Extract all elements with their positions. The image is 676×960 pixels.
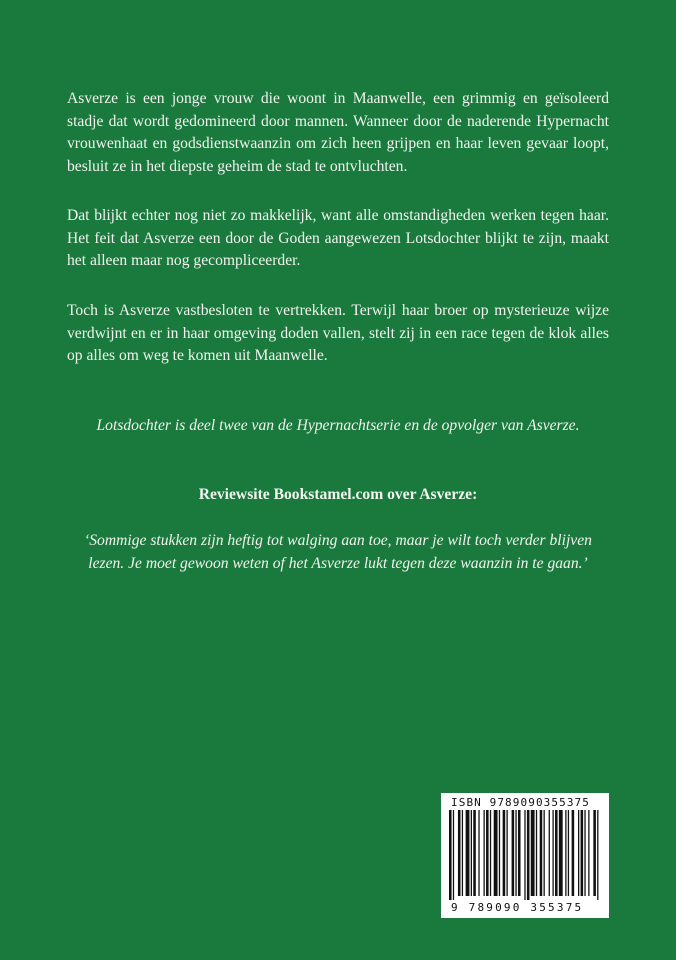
- barcode-bar: [578, 810, 579, 896]
- barcode-bar: [518, 810, 521, 896]
- isbn-barcode: [441, 793, 609, 918]
- series-note: Lotsdochter is deel twee van de Hypernachtserie en de opvolger van Asverze.: [96, 417, 580, 434]
- barcode-bar: [593, 810, 596, 896]
- barcode-bar: [473, 810, 476, 896]
- barcode-bar: [536, 810, 537, 896]
- blurb-paragraph-3: Toch is Asverze vastbesloten te vertrekken. Terwijl haar broer op mysterieuze wijze verdwijnt en er in haar omgeving doden vallen, stelt zij in een race tegen de klok alles op alles om weg te komen uit Maanwelle.: [67, 302, 609, 364]
- barcode-bar: [486, 810, 489, 896]
- blurb-paragraph-2: Dat blijkt echter nog niet zo makkelijk, want alle omstandigheden werken tegen haar. Het feit dat Asverze een door de Goden aangewezen Lotsdochter blijkt te zijn, maakt het alleen maar nog gecompliceerder.: [67, 207, 609, 269]
- barcode-bar: [524, 810, 525, 900]
- barcode-bar: [499, 810, 500, 896]
- barcode-bar: [466, 810, 470, 896]
- barcode-bar: [581, 810, 584, 896]
- barcode-bar: [597, 810, 598, 900]
- barcode-bar: [531, 810, 535, 896]
- barcode-bar: [494, 810, 498, 896]
- review-quote: ‘Sommige stukken zijn heftig tot walging aan toe, maar je wilt toch verder blijven lezen. Je moet gewoon weten of het Asverze lukt tegen deze waanzin in te gaan.’: [84, 532, 592, 572]
- barcode-bar: [540, 810, 543, 896]
- barcode-bar: [478, 810, 479, 896]
- isbn-label: ISBN 9789090355375: [451, 796, 591, 809]
- blurb-paragraph-1: Asverze is een jonge vrouw die woont in Maanwelle, een grimmig en geïsoleerd stadje dat wordt gedomineerd door mannen. Wanneer door de naderende Hypernacht vrouwenhaat en godsdienstwaanzin om zich heen grijpen en haar leven gevaar loopt, besluit ze in het diepste geheim de stad te ontvluchten.: [67, 90, 609, 175]
- barcode-bar: [506, 810, 507, 896]
- barcode-bar: [458, 810, 461, 896]
- barcode-bar: [503, 810, 506, 896]
- barcode-bar: [588, 810, 589, 896]
- barcode-bar: [549, 810, 550, 896]
- barcode-bar: [552, 810, 553, 896]
- barcode-bar: [483, 810, 484, 896]
- barcode-bar: [490, 810, 491, 896]
- barcode-bar: [449, 810, 452, 900]
- barcode-bar: [572, 810, 575, 896]
- barcode-bar: [559, 810, 563, 896]
- barcode-bar: [544, 810, 545, 896]
- barcode-bar: [565, 810, 566, 896]
- barcode-bar: [555, 810, 558, 896]
- barcode-bar: [453, 810, 454, 900]
- barcode-bar: [515, 810, 516, 896]
- review-heading: Reviewsite Bookstamel.com over Asverze:: [198, 486, 478, 503]
- barcode-bar: [527, 810, 530, 900]
- barcode-digits: 9 789090 355375: [451, 901, 584, 914]
- barcode-bar: [568, 810, 569, 896]
- barcode-bars: [449, 810, 601, 900]
- barcode-bar: [471, 810, 472, 896]
- barcode-bar: [462, 810, 463, 896]
- barcode-bar: [584, 810, 585, 896]
- barcode-bar: [512, 810, 515, 896]
